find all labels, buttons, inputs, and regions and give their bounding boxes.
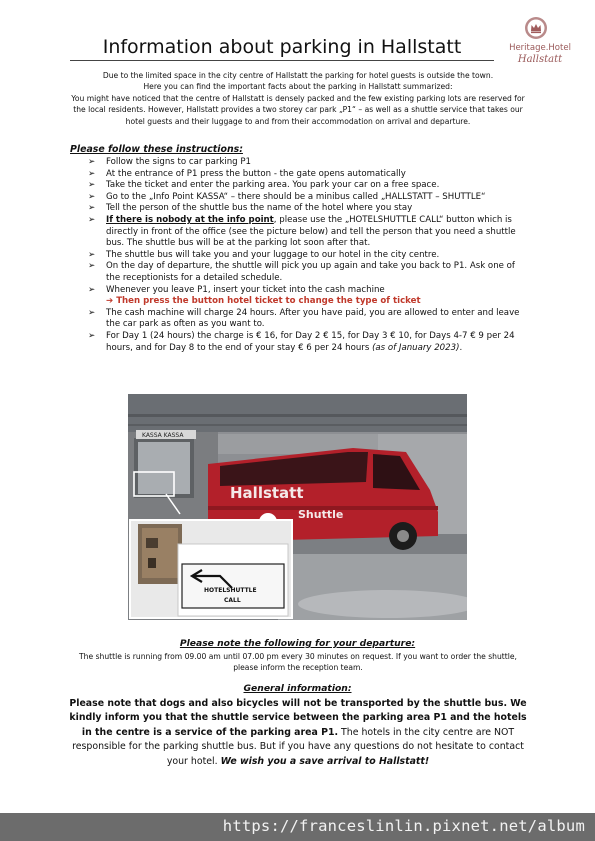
list-item: ➢ Follow the signs to car parking P1: [88, 157, 252, 167]
list-item: ➢ At the entrance of P1 press the button - the gate opens automatically: [88, 168, 406, 179]
bullet-arrow-icon: ➢: [88, 284, 96, 295]
logo-wordmark: Heritage.Hotel: [509, 43, 571, 53]
call-label: CALL: [224, 597, 241, 604]
general-bold-text: Please note that dogs and also bicycles will not be transported by the shuttle bus. We kindly inform you that the shuttle service between the parking area P1 and the hotels in the centre is a service of the parking area P1.: [69, 698, 527, 738]
departure-heading: Please note the following for your departure:: [179, 638, 416, 649]
instructions-list: [88, 157, 528, 354]
price-date-note: (as of January 2023): [372, 342, 460, 353]
title-underline: [70, 60, 494, 61]
bullet-arrow-icon: ➢: [88, 307, 96, 318]
crown-emblem-icon: [524, 16, 548, 40]
bullet-arrow-icon: ➢: [88, 203, 96, 214]
bullet-arrow-icon: ➢: [88, 249, 96, 260]
kassa-sign: KASSA KASSA: [142, 432, 184, 439]
list-item: ➢ For Day 1 (24 hours) the charge is € 16, for Day 2 € 15, for Day 3 € 10, for Days 4-7 € 9 per 24 hours, and for Day 8 to the end of your stay € 6 per 24 hours (as of January 2023).: [88, 330, 515, 353]
hotelshuttle-call-label: HOTELSHUTTLE: [204, 587, 257, 594]
bus-hallstatt-label: Hallstatt: [230, 484, 304, 502]
bullet-arrow-icon: ➢: [88, 330, 96, 341]
list-item: ➢ The cash machine will charge 24 hours. After you have paid, you are allowed to enter and leave the car park as often as you want to.: [88, 307, 520, 330]
closing-wish: We wish you a save arrival to Hallstatt!: [220, 755, 430, 767]
bus-shuttle-label: Shuttle: [298, 508, 344, 521]
instructions-heading: Please follow these instructions:: [70, 144, 243, 155]
ticket-change-note: ➔ Then press the button hotel ticket to change the type of ticket: [106, 296, 421, 307]
list-item: ➢ Go to the „Info Point KASSA“ – there should be a minibus called „HALLSTATT – SHUTTLE“: [88, 191, 486, 202]
list-item: ➢ Take the ticket and enter the parking area. You park your car on a free space.: [88, 180, 440, 191]
shuttle-photo: [128, 394, 467, 620]
hotel-logo: [500, 16, 580, 68]
list-item: ➢ The shuttle bus will take you and your luggage to our hotel in the city centre.: [88, 249, 440, 260]
emphasis-text: If there is nobody at the info point: [106, 214, 274, 225]
list-item: ➢ On the day of departure, the shuttle will pick you up again and take you back to P1. Ask one of the receptionists for a detailed schedule.: [88, 261, 515, 283]
watermark-bar: [0, 813, 595, 841]
intro-line-3: You might have noticed that the centre of Hallstatt is densely packed and the few existing parking lots are reserved for the local residents. However, Hallstatt provides a two storey car park „P1“ – as well as a shuttle service that takes our hotel guests and their luggage to and from their accommodation on arrival and departure.: [71, 93, 525, 126]
bullet-arrow-icon: ➢: [88, 261, 96, 272]
list-item: ➢ If there is nobody at the info point, please use the „HOTELSHUTTLE CALL“ button which is directly in front of the office (see the picture below) and tell the person that you need a shuttle bus. The shuttle bus will be at the parking lot soon after that.: [88, 214, 516, 249]
bullet-arrow-icon: ➢: [88, 191, 96, 202]
list-item: ➢ Tell the person of the shuttle bus the name of the hotel where you stay: [88, 203, 413, 214]
page-title: Information about parking in Hallstatt: [102, 36, 462, 58]
bullet-arrow-icon: ➢: [88, 157, 96, 167]
intro-line-1: Due to the limited space in the city centre of Hallstatt the parking for hotel guests is outside the town.: [102, 71, 494, 80]
bullet-arrow-icon: ➢: [88, 180, 96, 191]
general-text: [66, 697, 530, 769]
general-normal-text: The hotels in the city centre are NOT responsible for the parking shuttle bus. But if you have any questions do not hesitate to contact your hotel.: [72, 726, 524, 767]
watermark-url: https://franceslinlin.pixnet.net/album: [222, 817, 585, 835]
list-item: ➢ Whenever you leave P1, insert your ticket into the cash machine ➔ Then press the button hotel ticket to change the type of ticket: [88, 284, 421, 307]
bullet-arrow-icon: ➢: [88, 168, 96, 179]
intro-line-2: Here you can find the important facts about the parking in Hallstatt summarized:: [143, 82, 453, 92]
intro-paragraph: [66, 70, 530, 127]
departure-text: The shuttle is running from 09.00 am until 07.00 pm every 30 minutes on request. If you want to order the shuttle, please inform the reception team.: [79, 652, 517, 673]
logo-location: Hallstatt: [517, 54, 563, 65]
general-heading: General information:: [243, 683, 352, 694]
bullet-arrow-icon: ➢: [88, 214, 96, 225]
